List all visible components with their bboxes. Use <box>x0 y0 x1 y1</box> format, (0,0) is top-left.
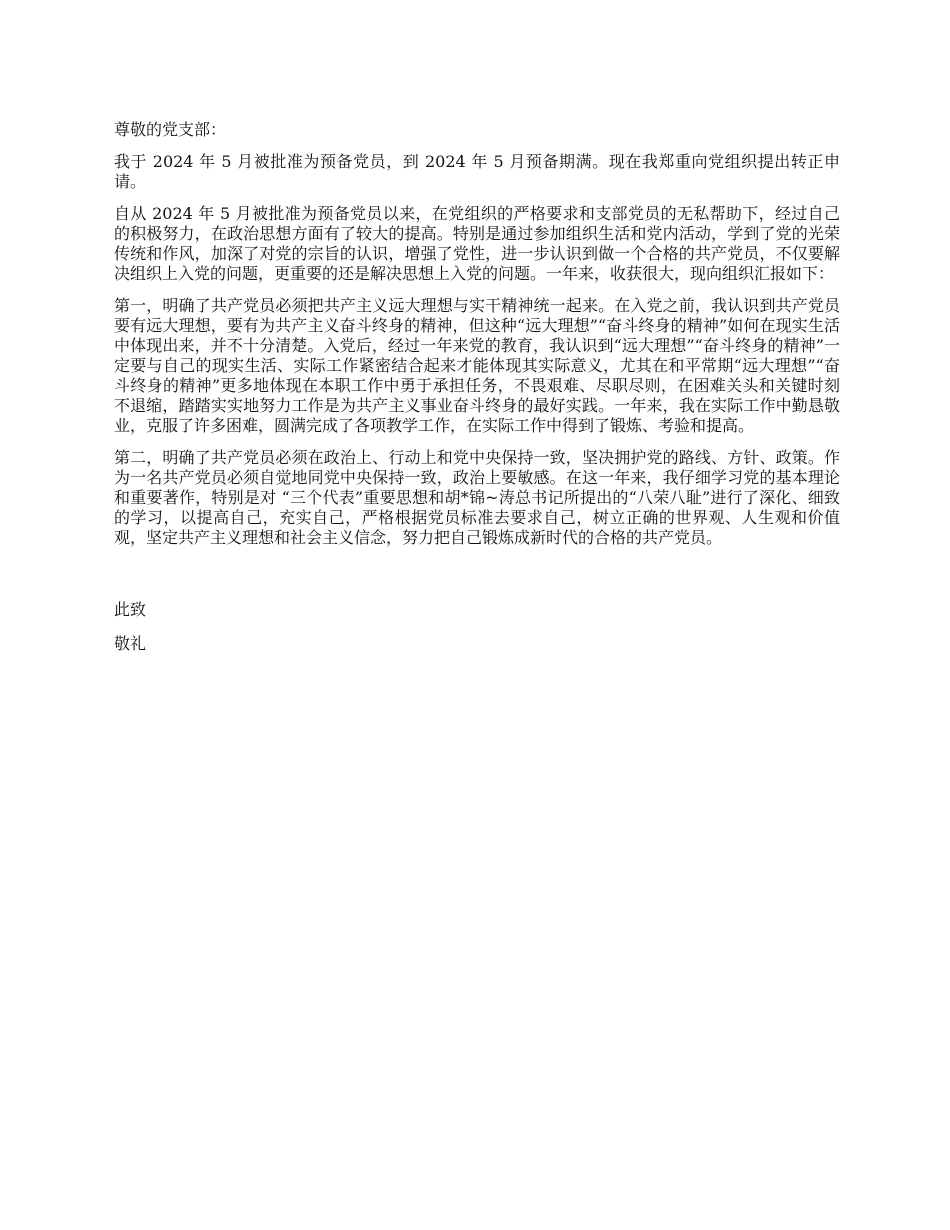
paragraph-overview: 自从 2024 年 5 月被批准为预备党员以来，在党组织的严格要求和支部党员的无私帮助下，经过自己的积极努力，在政治思想方面有了较大的提高。特别是通过参加组织生活和党内活动，学到了党的光荣传统和作风，加深了对党的宗旨的认识，增强了党性，进一步认识到做一个合格的共产党员，不仅要解决组织上入党的问题，更重要的还是解决思想上入党的问题。一年来，收获很大，现向组织汇报如下： <box>114 204 840 283</box>
paragraph-application: 我于 2024 年 5 月被批准为预备党员，到 2024 年 5 月预备期满。现在我郑重向党组织提出转正申请。 <box>114 152 840 191</box>
letter-document <box>114 120 840 668</box>
closing-jingli: 敬礼 <box>114 634 147 653</box>
closing-cizhi: 此致 <box>114 600 147 619</box>
salutation: 尊敬的党支部： <box>114 120 227 139</box>
paragraph-second-point: 第二，明确了共产党员必须在政治上、行动上和党中央保持一致，坚决拥护党的路线、方针、政策。作为一名共产党员必须自觉地同党中央保持一致，政治上要敏感。在这一年来，我仔细学习党的基本理论和重要著作，特别是对 “三个代表”重要思想和胡*锦~涛总书记所提出的“八荣八耻”进行了深化、细致的学习，以提高自己，充实自己，严格根据党员标准去要求自己，树立正确的世界观、人生观和价值观，坚定共产主义理想和社会主义信念，努力把自己锻炼成新时代的合格的共产党员。 <box>114 448 840 547</box>
paragraph-first-point: 第一，明确了共产党员必须把共产主义远大理想与实干精神统一起来。在入党之前，我认识到共产党员要有远大理想，要有为共产主义奋斗终身的精神，但这种“远大理想”“奋斗终身的精神”如何在现实生活中体现出来，并不十分清楚。入党后，经过一年来党的教育，我认识到“远大理想”“奋斗终身的精神”一定要与自己的现实生活、实际工作紧密结合起来才能体现其实际意义，尤其在和平常期“远大理想”“奋斗终身的精神”更多地体现在本职工作中勇于承担任务，不畏艰难、尽职尽则，在困难关头和关键时刻不退缩，踏踏实实地努力工作是为共产主义事业奋斗终身的最好实践。一年来，我在实际工作中勤恳敬业，克服了许多困难，圆满完成了各项教学工作，在实际工作中得到了锻炼、考验和提高。 <box>114 296 840 435</box>
closing-spacer <box>114 560 840 600</box>
